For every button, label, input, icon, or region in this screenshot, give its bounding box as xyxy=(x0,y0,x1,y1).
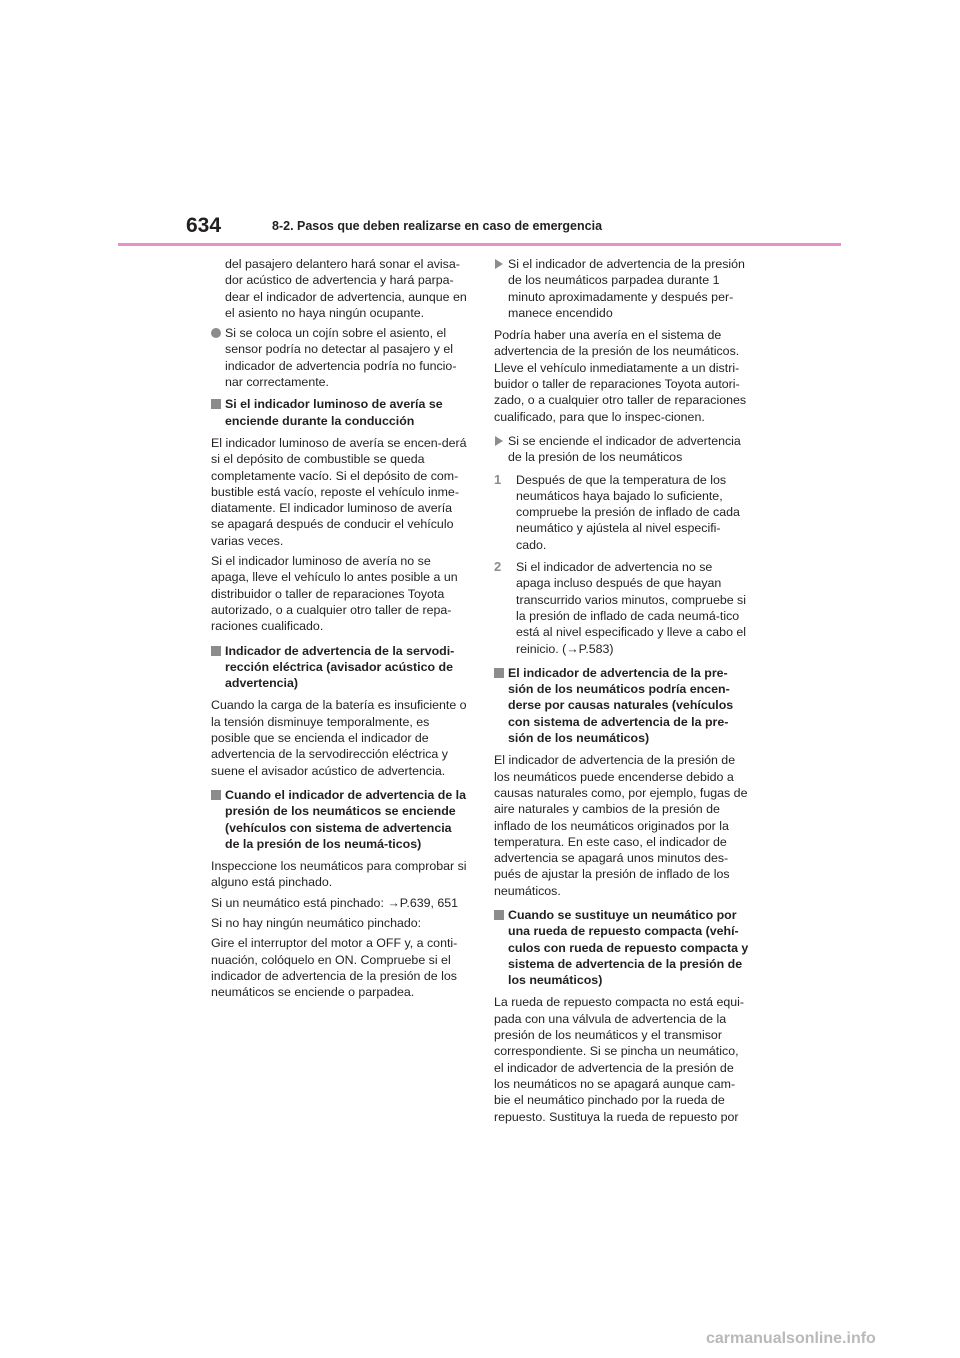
subheading-item xyxy=(494,256,750,321)
step-text: Si el indicador de advertencia no se apaga incluso después de que hayan transcurrido varios minutos, compruebe si la presión de inflado de cada neumá-tico está al nivel especificado y lleve a cabo el reinicio. (→P.583) xyxy=(516,560,747,656)
section-heading xyxy=(211,643,467,692)
header-divider xyxy=(118,243,841,246)
paragraph: Cuando la carga de la batería es insuficiente o la tensión disminuye temporalmente, es posible que se encienda el indicador de advertencia de la servodirección eléctrica y suene el avisador acústico de advertencia. xyxy=(211,698,467,778)
square-bullet-icon xyxy=(211,646,221,656)
step-item xyxy=(494,559,750,657)
section-title: 8-2. Pasos que deben realizarse en caso de emergencia xyxy=(272,219,603,233)
step-number: 1 xyxy=(494,471,502,487)
paragraph: Podría haber una avería en el sistema de advertencia de la presión de los neumáticos. Lleve el vehículo inmediatamente a un distri-buidor o taller de reparaciones Toyota autori-zado, o a cualquier otro taller de reparaciones cualificado, para que lo inspec-cionen. xyxy=(494,328,747,424)
intro-paragraph: del pasajero delantero hará sonar el avisa-dor acústico de advertencia y hará parpa-dear el indicador de advertencia, aunque en el asiento no haya ningún ocupante. xyxy=(225,257,467,320)
section-heading xyxy=(494,665,750,746)
subheading-text: Si se enciende el indicador de advertencia de la presión de los neumáticos xyxy=(508,433,741,465)
subheading-item xyxy=(494,433,750,466)
paragraph: El indicador luminoso de avería se encen-derá si el depósito de combustible se queda completamente vacío. Si el depósito de com-bustible está vacío, reposte el vehículo inme-diatamente. El indicador luminoso de avería se apagará después de conducir el vehículo varias veces. xyxy=(211,435,467,548)
triangle-bullet-icon xyxy=(495,436,503,446)
heading-text: Si el indicador luminoso de avería se enciende durante la conducción xyxy=(225,397,443,428)
left-column xyxy=(211,256,467,1004)
watermark: carmanualsonline.info xyxy=(706,1330,876,1347)
page-header xyxy=(0,0,960,250)
bullet-icon xyxy=(211,328,221,338)
paragraph: Si el indicador luminoso de avería no se apaga, lleve el vehículo lo antes posible a un distribuidor o taller de reparaciones Toyota autorizado, o a cualquier otro taller de repa-raciones cualificado. xyxy=(211,554,458,634)
paragraph: Gire el interruptor del motor a OFF y, a conti-nuación, colóquelo en ON. Compruebe si el indicador de advertencia de la presión de los neumáticos se enciende o parpadea. xyxy=(211,936,458,1000)
heading-text: Cuando se sustituye un neumático por una rueda de repuesto compacta (vehí-culos con rueda de repuesto compacta y sistema de advertencia de la presión de los neumáticos) xyxy=(508,907,749,988)
paragraph: Inspeccione los neumáticos para comprobar si alguno está pinchado. xyxy=(211,859,467,890)
right-column xyxy=(494,256,750,1129)
square-bullet-icon xyxy=(494,910,504,920)
paragraph: Si un neumático está pinchado: →P.639, 651 xyxy=(211,895,459,910)
paragraph: El indicador de advertencia de la presión de los neumáticos puede encenderse debido a causas naturales como, por ejemplo, fugas de aire naturales y cambios de la presión de inflado de los neumáticos originados por la temperatura. En este caso, el indicador de advertencia se apagará unos minutos des-pués de ajustar la presión de inflado de los neumáticos. xyxy=(494,753,748,898)
square-bullet-icon xyxy=(211,399,221,409)
page-number: 634 xyxy=(186,214,222,237)
square-bullet-icon xyxy=(494,668,504,678)
square-bullet-icon xyxy=(211,790,221,800)
paragraph: La rueda de repuesto compacta no está equi-pada con una válvula de advertencia de la presión de los neumáticos y el transmisor correspondiente. Si se pincha un neumático, el indicador de advertencia de la presión de los neumáticos no se apagará aunque cam-bie el neumático pinchado por la rueda de repuesto. Sustituya la rueda de repuesto por xyxy=(494,995,745,1124)
section-heading xyxy=(494,907,750,988)
triangle-bullet-icon xyxy=(495,259,503,269)
section-heading xyxy=(211,396,467,429)
section-heading xyxy=(211,787,467,852)
heading-text: El indicador de advertencia de la pre-sión de los neumáticos podría encen-derse por causas naturales (vehículos con sistema de advertencia de la pre-sión de los neumáticos) xyxy=(508,665,734,746)
step-number: 2 xyxy=(494,559,502,575)
step-text: Después de que la temperatura de los neumáticos haya bajado lo suficiente, compruebe la presión de inflado de cada neumático y ajústela al nivel especifi-cado. xyxy=(516,472,740,552)
subheading-text: Si el indicador de advertencia de la presión de los neumáticos parpadea durante 1 minuto aproximadamente y después per-manece encendido xyxy=(508,257,745,320)
step-item xyxy=(494,472,750,553)
heading-text: Cuando el indicador de advertencia de la presión de los neumáticos se enciende (vehículos con sistema de advertencia de la presión de los neumá-ticos) xyxy=(225,787,466,851)
bullet-text: Si se coloca un cojín sobre el asiento, el sensor podría no detectar al pasajero y el indicador de advertencia podría no funcio-nar correctamente. xyxy=(225,326,457,390)
bullet-item xyxy=(211,325,467,390)
heading-text: Indicador de advertencia de la servodi-rección eléctrica (avisador acústico de advertencia) xyxy=(225,643,455,691)
paragraph: Si no hay ningún neumático pinchado: xyxy=(211,915,422,930)
